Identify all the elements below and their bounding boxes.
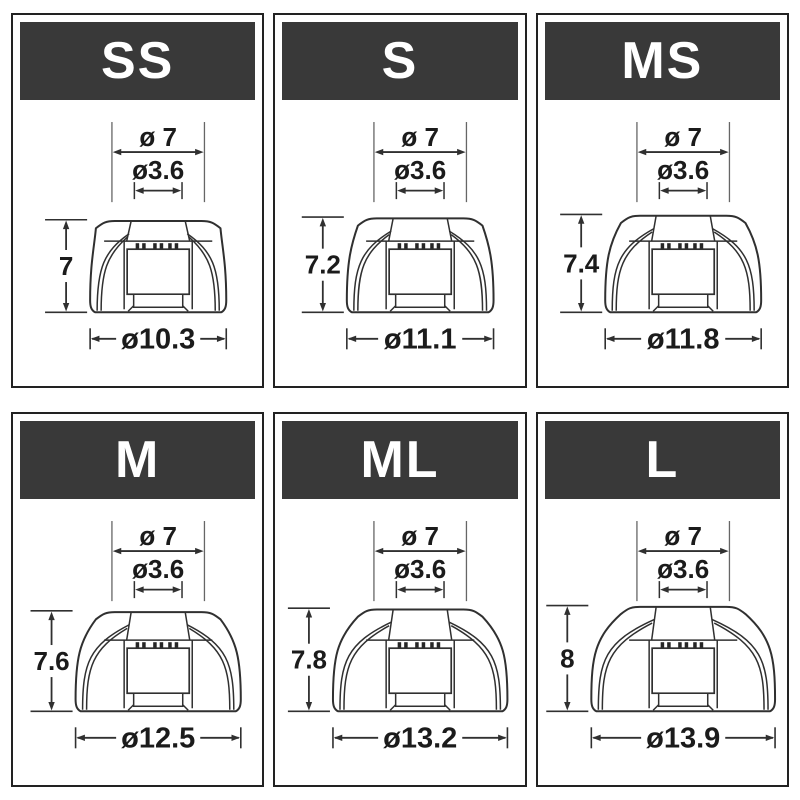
size-panel-ss: [11, 13, 264, 388]
tip-drawing: [333, 609, 507, 711]
bottom-diameter-dim: [76, 722, 241, 754]
top-diameter-label: ø 7: [139, 521, 177, 552]
inner-diameter-label: ø3.6: [132, 554, 185, 585]
bottom-diameter-label: ø11.8: [646, 323, 720, 356]
inner-diameter-dim: [132, 155, 184, 199]
bottom-diameter-label: ø12.5: [121, 722, 196, 755]
height-label: 8: [559, 643, 575, 674]
tip-diagram-m: [13, 501, 262, 777]
size-label: SS: [100, 32, 175, 90]
height-dim: [45, 220, 87, 313]
tip-drawing: [347, 218, 494, 312]
inner-diameter-dim: [394, 554, 446, 598]
inner-diameter-label: ø3.6: [394, 554, 447, 585]
tip-drawing: [591, 607, 775, 711]
top-diameter-label: ø 7: [664, 122, 702, 153]
inner-diameter-dim: [394, 155, 446, 199]
bottom-diameter-dim: [347, 323, 494, 355]
size-panel-ms: [536, 13, 789, 388]
tip-diagram-s: [275, 102, 524, 378]
height-label: 7.4: [562, 248, 599, 279]
height-dim: [302, 217, 344, 312]
top-diameter-label: ø 7: [401, 122, 440, 153]
top-diameter-label: ø 7: [664, 521, 702, 552]
height-dim: [31, 611, 73, 711]
size-header: [545, 22, 780, 100]
tip-drawing: [605, 216, 761, 313]
tip-diagram-ml: [275, 501, 524, 777]
height-label: 7.6: [33, 646, 70, 677]
bottom-diameter-dim: [591, 722, 775, 754]
size-label: M: [115, 431, 161, 489]
bottom-diameter-label: ø13.9: [645, 722, 720, 755]
height-dim: [560, 214, 602, 312]
bottom-diameter-label: ø11.1: [384, 323, 457, 356]
height-dim: [546, 606, 588, 712]
inner-diameter-label: ø3.6: [132, 155, 185, 186]
tip-diagram-l: [538, 501, 787, 777]
size-panel-s: [273, 13, 526, 388]
height-dim: [288, 608, 330, 711]
size-header: [282, 22, 517, 100]
size-header: [20, 421, 255, 499]
top-diameter-label: ø 7: [401, 521, 440, 552]
size-header: [282, 421, 517, 499]
bottom-diameter-label: ø10.3: [121, 323, 196, 356]
inner-diameter-label: ø3.6: [394, 155, 447, 186]
height-label: 7.8: [291, 644, 328, 675]
size-label: L: [645, 431, 680, 489]
bottom-diameter-dim: [333, 722, 507, 754]
tip-diagram-ms: [538, 102, 787, 378]
size-label: S: [381, 32, 419, 90]
height-label: 7.2: [305, 249, 342, 280]
bottom-diameter-label: ø13.2: [383, 722, 458, 755]
inner-diameter-label: ø3.6: [656, 554, 709, 585]
tip-drawing: [76, 612, 241, 711]
bottom-diameter-dim: [605, 323, 761, 355]
inner-diameter-label: ø3.6: [656, 155, 709, 186]
size-label: MS: [621, 32, 704, 90]
size-panel-l: [536, 412, 789, 787]
size-label: ML: [360, 431, 440, 489]
tip-drawing: [90, 221, 226, 312]
bottom-diameter-dim: [90, 323, 226, 355]
size-header: [20, 22, 255, 100]
size-panel-ml: [273, 412, 526, 787]
inner-diameter-dim: [657, 155, 709, 199]
top-diameter-label: ø 7: [139, 122, 177, 153]
inner-diameter-dim: [657, 554, 709, 598]
height-label: 7: [58, 251, 74, 282]
size-header: [545, 421, 780, 499]
tip-diagram-ss: [13, 102, 262, 378]
inner-diameter-dim: [132, 554, 184, 598]
size-panel-m: [11, 412, 264, 787]
